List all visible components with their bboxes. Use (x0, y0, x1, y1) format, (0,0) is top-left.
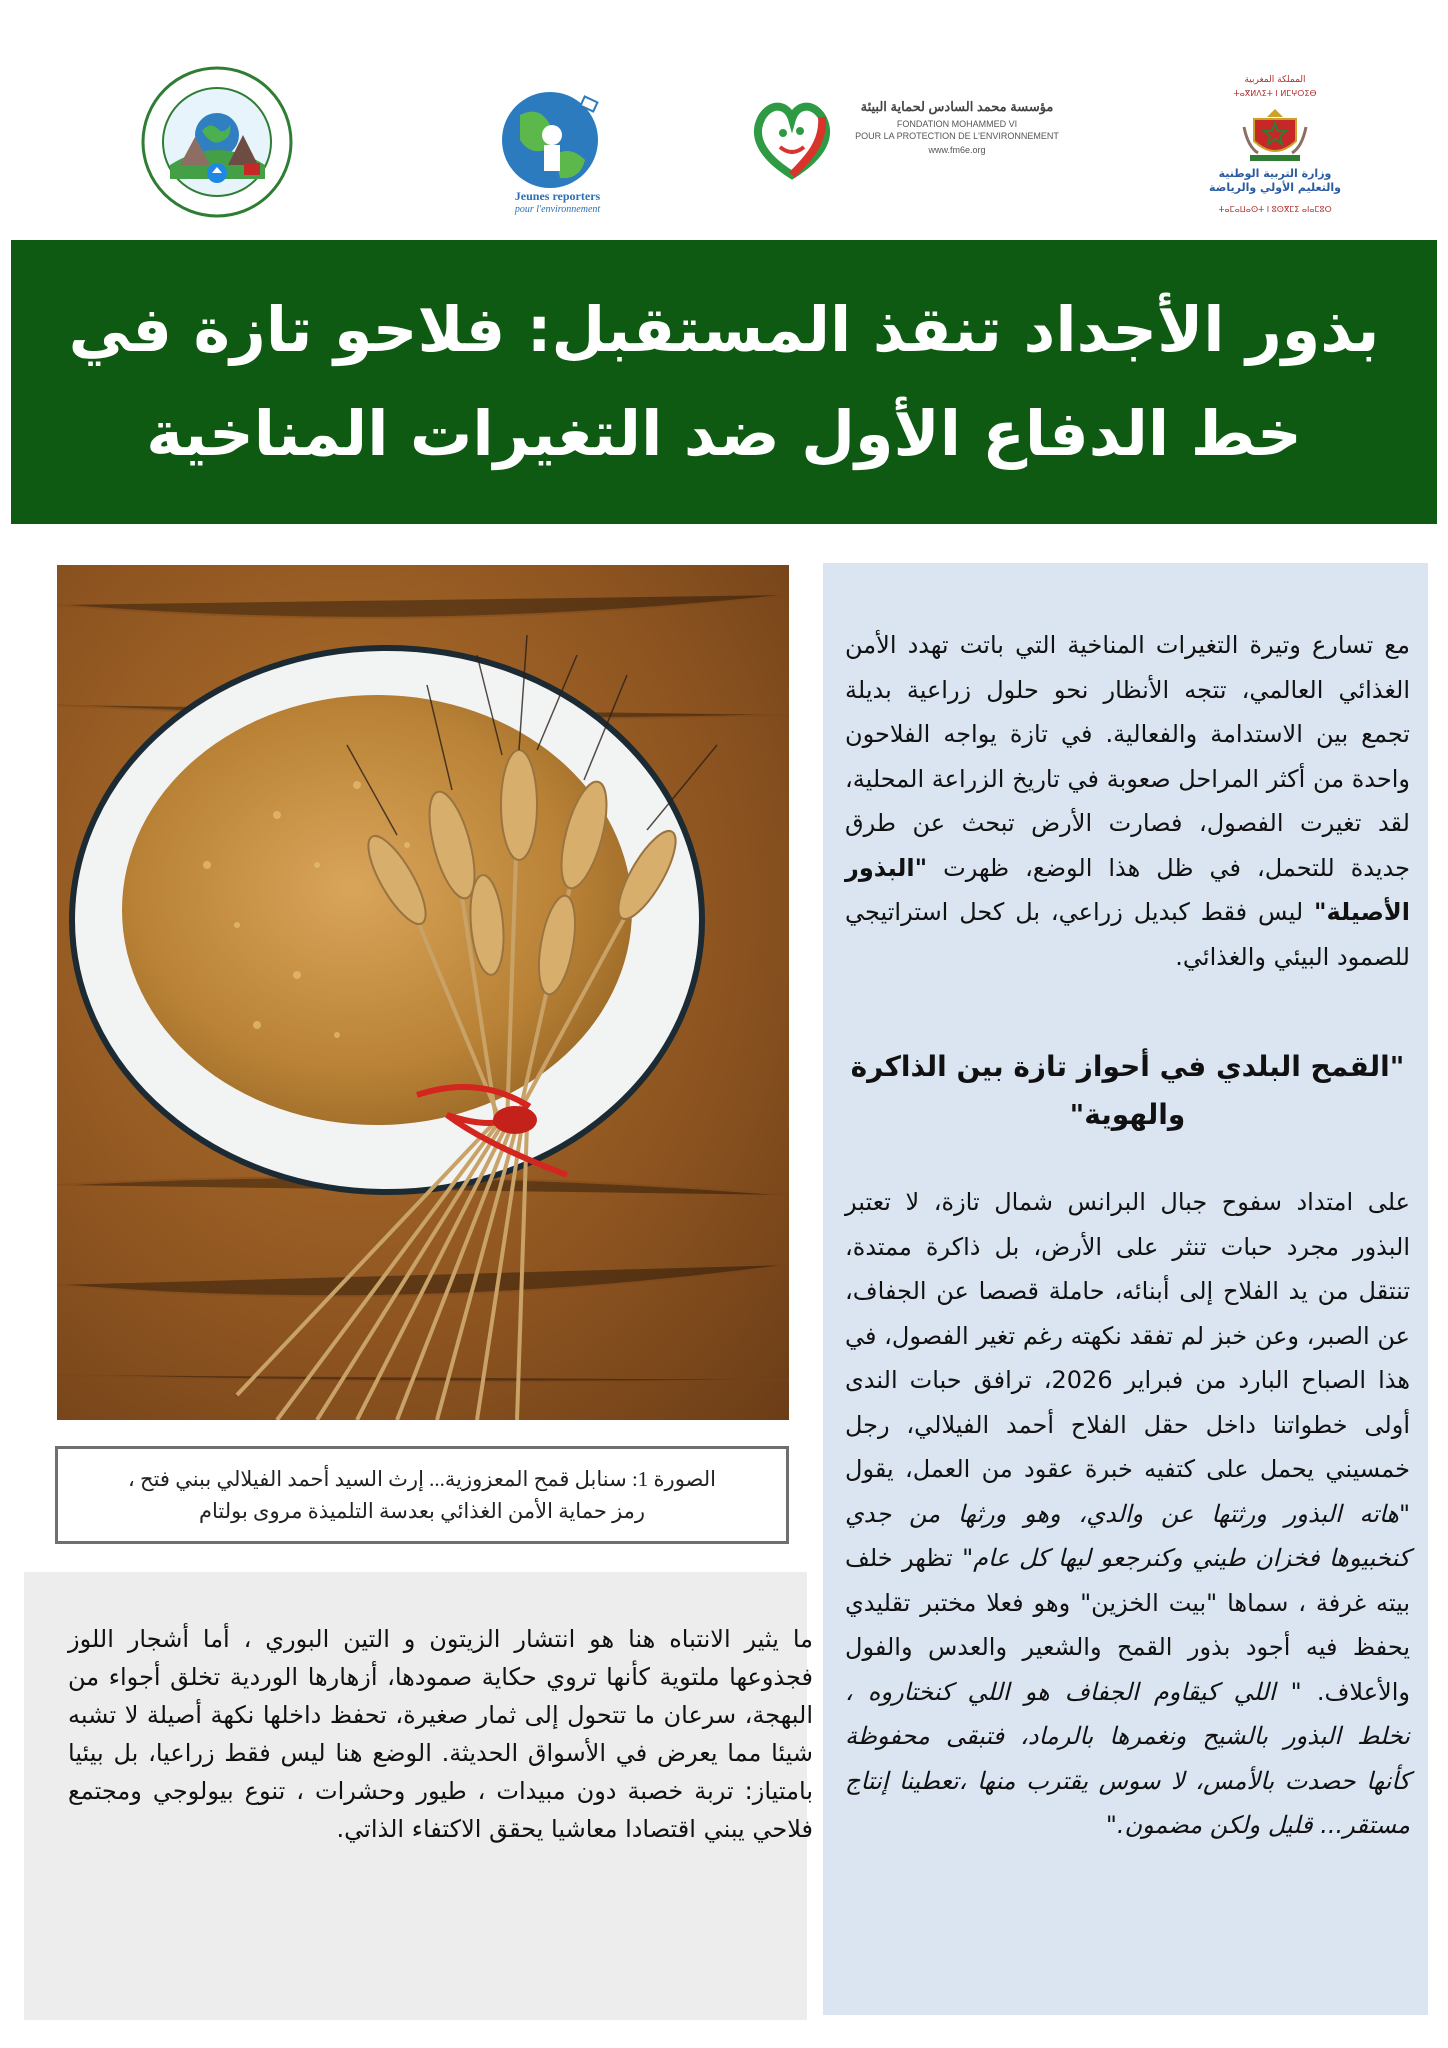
intro-before: مع تسارع وتيرة التغيرات المناخية التي باتت تهدد الأمن الغذائي العالمي، تتجه الأنظار نحو حلول زراعية بديلة تجمع بين الاستدامة والفعالية. في تازة يواجه الفلاحون واحدة من أكثر المراحل صعوبة في تاريخ الزراعة المحلية، لقد تغيرت الفصول، فصارت الأرض تبحث عن طرق جديدة للتحمل، في ظل هذا الوضع، ظهرت (845, 631, 1410, 882)
left-text-panel (24, 1572, 813, 2020)
photo-caption (55, 1446, 789, 1544)
ministry-name-line2: والتعليم الأولي والرياضة (1209, 181, 1341, 194)
ministry-name-line1: وزارة التربية الوطنية (1218, 167, 1332, 180)
farmer-quote-1: "هاته البذور ورثتها عن والدي، وهو ورثها من جدي كنخبيوها فخزان طيني وكنرجعو ليها كل عام" (845, 1499, 1410, 1572)
coat-of-arms-icon (1240, 103, 1310, 165)
article-title: بذور الأجداد تنقذ المستقبل: فلاحو تازة في خط الدفاع الأول ضد التغيرات المناخية (68, 293, 1380, 470)
farmer-quote-2: " اللي كيقاوم الجفاف هو اللي كنختاروه ، نخلط البذور بالشيح ونغمرها بالرماد، فتبقى محفوظة كأنها حصدت بالأمس، لا سوس يقترب منها ،تعطينا إنتاج مستقر... قليل ولكن مضمون." (845, 1677, 1410, 1839)
fm6-french-line2: POUR LA PROTECTION DE L'ENVIRONNEMENT (855, 131, 1059, 141)
left-paragraph-part1: ما يثير الانتباه هنا هو انتشار الزيتون و التين البوري ، أما أشجار اللوز فجذوعها ملتوية كأنها تروي حكاية صمودها، أزهارها الوردية تخلق أجواء من البهجة، سرعان ما تتحول إلى ثمار صغيرة، تحفظ داخلها نكهة أصيلة لا تشبه شيئا مما يعرض في الأسواق الحديثة. (68, 1625, 813, 1767)
caption-line1: الصورة 1: سنابل قمح المعزوزية... إرث السيد أحمد الفيلالي ببني فتح ، (128, 1467, 716, 1491)
section-heading: "القمح البلدي في أحواز تازة بين الذاكرة والهوية" (850, 1050, 1405, 1131)
ministry-education-logo (1205, 75, 1345, 225)
caption-line2: رمز حماية الأمن الغذائي بعدسة التلميذة مروى بولتام (198, 1499, 646, 1523)
left-paragraph (68, 1620, 813, 1848)
fondation-mohammed-vi-logo (750, 95, 1070, 195)
club-environnement-logo (140, 65, 295, 220)
left-paragraph-part2: الوضع هنا ليس فقط زراعيا، بل بيئيا بامتياز: تربة خصبة دون مبيدات ، طيور وحشرات ، تنوع بيولوجي ومجتمع فلاحي يبني اقتصادا معاشيا يحقق الاكتفاء الذاتي. (68, 1739, 813, 1843)
body-part1: على امتداد سفوح جبال البرانس شمال تازة، لا تعتبر البذور مجرد حبات تنثر على الأرض، بل ذاكرة ممتدة، تنتقل من يد الفلاح إلى أبنائه، حاملة قصصا عن الجفاف، عن الصبر، وعن خبز لم تفقد نكهته رغم تغير الفصول، في هذا الصباح البارد من فبراير 2026، ترافق حبات الندى أولى خطواتنا داخل حقل الفلاح أحمد الفيلالي، رجل خمسيني يحمل على كتفيه خبرة عقود من العمل، يقول (845, 1188, 1410, 1483)
fm6-arabic-name: مؤسسة محمد السادس لحماية البيئة (860, 99, 1054, 114)
ministry-kingdom: المملكة المغربية (1244, 75, 1306, 85)
body-part2: تظهر خلف بيته غرفة ، سماها "بيت الخزين" وهو فعلا مختبر تقليدي يحفظ فيه أجود بذور القمح والشعير والعدس والفول والأعلاف. (845, 1544, 1410, 1706)
ministry-tifinagh-bottom: ⵜⴰⵎⴰⵡⴰⵙⵜ ⵏ ⵓⵙⴳⵎⵉ ⴰⵏⴰⵎⵓⵔ (1218, 205, 1332, 214)
ministry-tifinagh-top: ⵜⴰⴳⵍⴷⵉⵜ ⵏ ⵍⵎⵖⵔⵉⴱ (1233, 89, 1317, 98)
fm6-url: www.fm6e.org (928, 145, 986, 155)
jr-line1: Jeunes reporters (514, 189, 601, 203)
intro-paragraph (845, 623, 1410, 979)
fm6-french-line1: FONDATION MOHAMMED VI (896, 119, 1018, 129)
ministry-name (1205, 167, 1345, 195)
wheat-photo (57, 565, 789, 1420)
intro-bold-term: "البذور الأصيلة" (845, 853, 1410, 926)
logo-strip (0, 55, 1448, 230)
intro-after: ليس فقط كبديل زراعي، بل كحل استراتيجي للصمود البيئي والغذائي. (845, 898, 1410, 971)
title-banner (11, 240, 1437, 524)
right-text-panel (823, 563, 1428, 2015)
body-paragraph (845, 1180, 1410, 1848)
jr-line2: pour l'environnement (514, 204, 601, 215)
jeunes-reporters-logo (490, 85, 625, 225)
